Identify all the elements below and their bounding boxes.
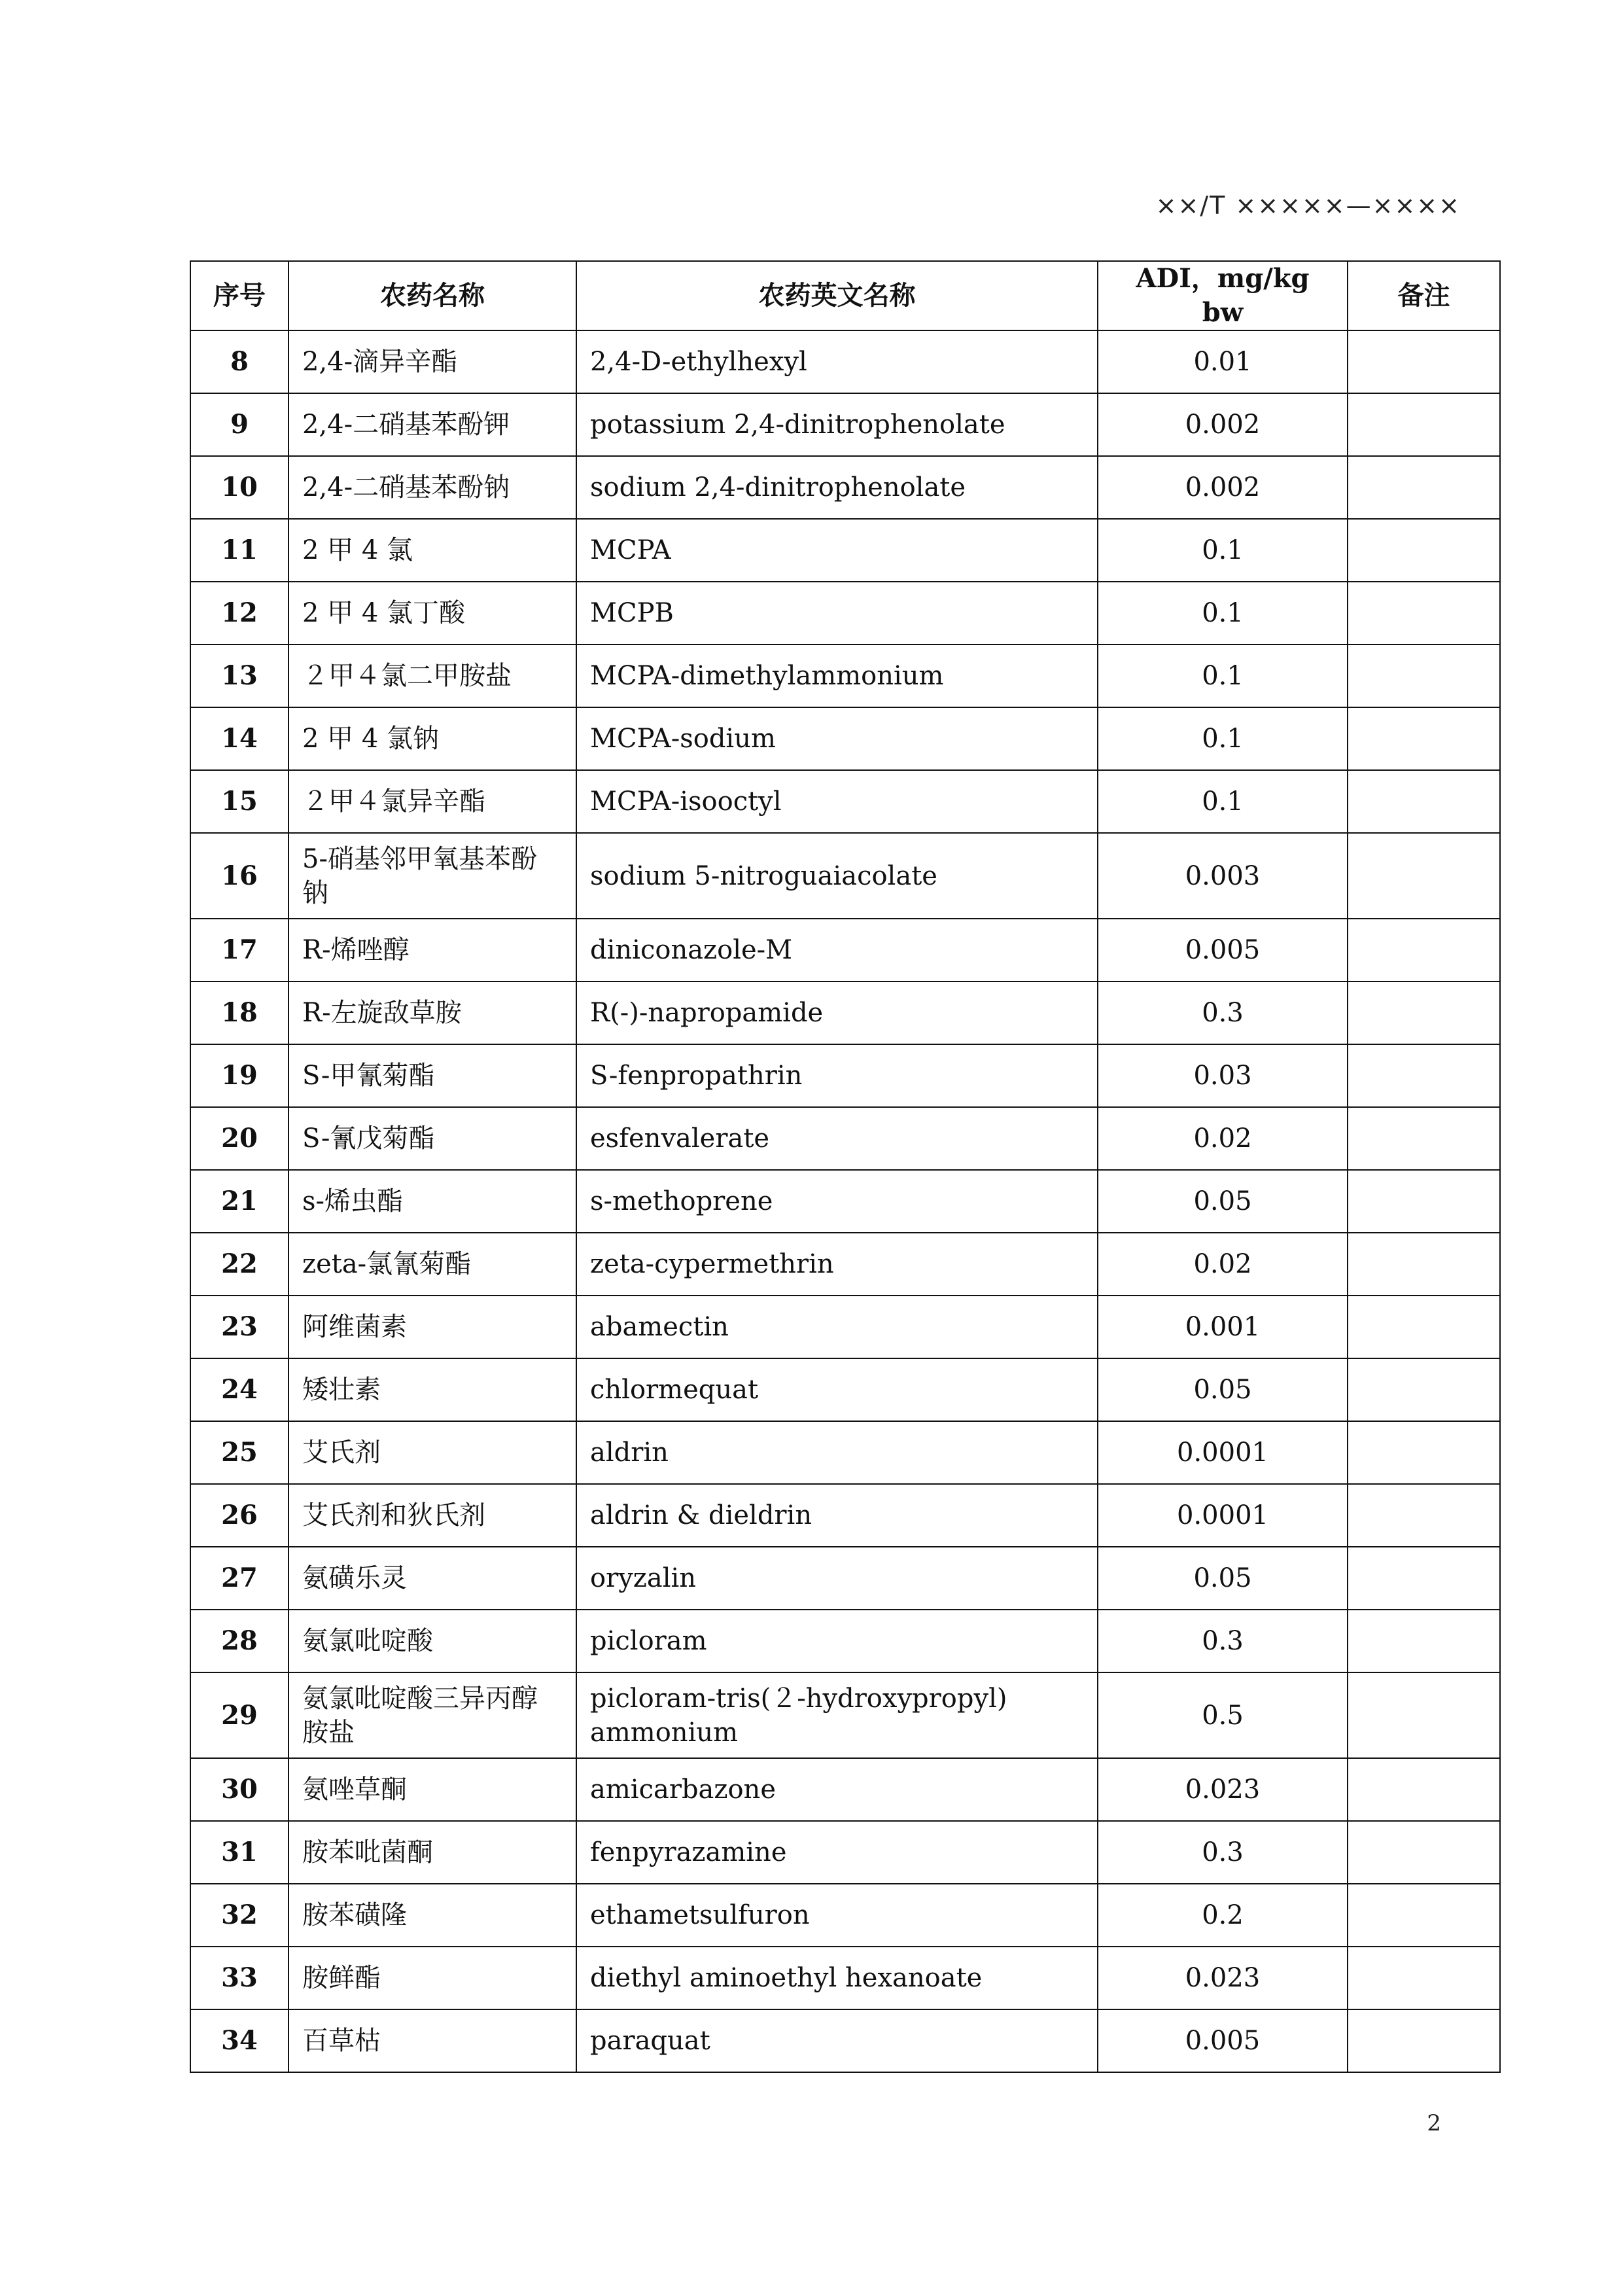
cell-adi-value: 0.1 [1098, 707, 1348, 770]
table-row [190, 919, 1500, 981]
cell-pesticide-name: 矮壮素 [288, 1358, 576, 1421]
table-row [190, 1107, 1500, 1170]
cell-adi-value: 0.002 [1098, 393, 1348, 456]
cell-pesticide-name: 2,4-滴异辛酯 [288, 330, 576, 393]
cell-pesticide-name: 2 甲 4 氯丁酸 [288, 582, 576, 645]
table-body [190, 330, 1500, 2072]
cell-adi-value: 0.002 [1098, 456, 1348, 519]
table-header-row [190, 261, 1500, 330]
cell-pesticide-name: s-烯虫酯 [288, 1170, 576, 1233]
cell-english-name: MCPA [576, 519, 1098, 582]
cell-serial-number: 24 [190, 1358, 288, 1421]
table-row [190, 1547, 1500, 1610]
cell-pesticide-name: R-左旋敌草胺 [288, 981, 576, 1044]
table-row [190, 1610, 1500, 1672]
cell-remarks [1348, 1044, 1500, 1107]
cell-pesticide-name: 2,4-二硝基苯酚钾 [288, 393, 576, 456]
header-adi: ADI，mg/kg bw [1098, 261, 1348, 330]
cell-adi-value: 0.3 [1098, 981, 1348, 1044]
cell-serial-number: 34 [190, 2009, 288, 2072]
cell-english-name: zeta-cypermethrin [576, 1233, 1098, 1296]
table-row [190, 519, 1500, 582]
cell-remarks [1348, 645, 1500, 707]
cell-adi-value: 0.023 [1098, 1758, 1348, 1821]
cell-pesticide-name: 2,4-二硝基苯酚钠 [288, 456, 576, 519]
cell-remarks [1348, 707, 1500, 770]
cell-serial-number: 25 [190, 1421, 288, 1484]
cell-adi-value: 0.005 [1098, 919, 1348, 981]
table-row [190, 1484, 1500, 1547]
cell-adi-value: 0.2 [1098, 1884, 1348, 1947]
cell-serial-number: 11 [190, 519, 288, 582]
cell-english-name: chlormequat [576, 1358, 1098, 1421]
cell-adi-value: 0.3 [1098, 1610, 1348, 1672]
cell-pesticide-name: 5-硝基邻甲氧基苯酚钠 [288, 833, 576, 919]
cell-english-name: aldrin [576, 1421, 1098, 1484]
cell-serial-number: 16 [190, 833, 288, 919]
cell-adi-value: 0.05 [1098, 1547, 1348, 1610]
cell-english-name: esfenvalerate [576, 1107, 1098, 1170]
cell-remarks [1348, 1821, 1500, 1884]
cell-pesticide-name: 氨氯吡啶酸 [288, 1610, 576, 1672]
cell-pesticide-name: 胺鲜酯 [288, 1947, 576, 2009]
cell-adi-value: 0.02 [1098, 1233, 1348, 1296]
cell-remarks [1348, 330, 1500, 393]
table-row [190, 1233, 1500, 1296]
cell-remarks [1348, 1358, 1500, 1421]
cell-english-name: R(-)-napropamide [576, 981, 1098, 1044]
table-row [190, 770, 1500, 833]
pesticide-adi-table [190, 260, 1501, 2073]
cell-english-name: paraquat [576, 2009, 1098, 2072]
table-row [190, 981, 1500, 1044]
cell-pesticide-name: 艾氏剂 [288, 1421, 576, 1484]
cell-adi-value: 0.3 [1098, 1821, 1348, 1884]
cell-remarks [1348, 1547, 1500, 1610]
cell-pesticide-name: S-氰戊菊酯 [288, 1107, 576, 1170]
cell-adi-value: 0.1 [1098, 519, 1348, 582]
cell-serial-number: 10 [190, 456, 288, 519]
cell-remarks [1348, 833, 1500, 919]
table-row [190, 393, 1500, 456]
table-row [190, 1821, 1500, 1884]
cell-serial-number: 30 [190, 1758, 288, 1821]
table-row [190, 1947, 1500, 2009]
cell-serial-number: 20 [190, 1107, 288, 1170]
header-serial-number: 序号 [190, 261, 288, 330]
cell-serial-number: 14 [190, 707, 288, 770]
cell-adi-value: 0.0001 [1098, 1484, 1348, 1547]
cell-remarks [1348, 919, 1500, 981]
cell-adi-value: 0.0001 [1098, 1421, 1348, 1484]
cell-english-name: diethyl aminoethyl hexanoate [576, 1947, 1098, 2009]
cell-pesticide-name: 氨唑草酮 [288, 1758, 576, 1821]
table-row [190, 582, 1500, 645]
table-row [190, 1044, 1500, 1107]
cell-remarks [1348, 2009, 1500, 2072]
cell-adi-value: 0.05 [1098, 1170, 1348, 1233]
table-row [190, 330, 1500, 393]
cell-english-name: ethametsulfuron [576, 1884, 1098, 1947]
cell-serial-number: 17 [190, 919, 288, 981]
cell-remarks [1348, 582, 1500, 645]
cell-remarks [1348, 1107, 1500, 1170]
cell-remarks [1348, 1672, 1500, 1758]
cell-remarks [1348, 456, 1500, 519]
table-row [190, 2009, 1500, 2072]
cell-serial-number: 19 [190, 1044, 288, 1107]
cell-english-name: MCPA-dimethylammonium [576, 645, 1098, 707]
cell-english-name: sodium 5-nitroguaiacolate [576, 833, 1098, 919]
header-pesticide-name: 农药名称 [288, 261, 576, 330]
cell-english-name: sodium 2,4-dinitrophenolate [576, 456, 1098, 519]
cell-adi-value: 0.02 [1098, 1107, 1348, 1170]
cell-pesticide-name: 氨氯吡啶酸三异丙醇胺盐 [288, 1672, 576, 1758]
cell-english-name: MCPA-isooctyl [576, 770, 1098, 833]
cell-adi-value: 0.05 [1098, 1358, 1348, 1421]
cell-english-name: potassium 2,4-dinitrophenolate [576, 393, 1098, 456]
cell-pesticide-name: ２甲４氯二甲胺盐 [288, 645, 576, 707]
cell-serial-number: 12 [190, 582, 288, 645]
cell-remarks [1348, 981, 1500, 1044]
cell-serial-number: 9 [190, 393, 288, 456]
cell-serial-number: 15 [190, 770, 288, 833]
cell-adi-value: 0.5 [1098, 1672, 1348, 1758]
cell-english-name: picloram-tris(２-hydroxypropyl) ammonium [576, 1672, 1098, 1758]
cell-adi-value: 0.1 [1098, 582, 1348, 645]
cell-adi-value: 0.023 [1098, 1947, 1348, 2009]
cell-english-name: s-methoprene [576, 1170, 1098, 1233]
cell-adi-value: 0.003 [1098, 833, 1348, 919]
cell-serial-number: 18 [190, 981, 288, 1044]
cell-english-name: picloram [576, 1610, 1098, 1672]
cell-remarks [1348, 1758, 1500, 1821]
cell-english-name: MCPA-sodium [576, 707, 1098, 770]
table-row [190, 1758, 1500, 1821]
cell-pesticide-name: 2 甲 4 氯钠 [288, 707, 576, 770]
cell-serial-number: 23 [190, 1296, 288, 1358]
cell-serial-number: 33 [190, 1947, 288, 2009]
cell-serial-number: 28 [190, 1610, 288, 1672]
cell-remarks [1348, 1884, 1500, 1947]
cell-english-name: MCPB [576, 582, 1098, 645]
cell-english-name: aldrin & dieldrin [576, 1484, 1098, 1547]
cell-adi-value: 0.01 [1098, 330, 1348, 393]
cell-remarks [1348, 1296, 1500, 1358]
cell-english-name: S-fenpropathrin [576, 1044, 1098, 1107]
cell-english-name: fenpyrazamine [576, 1821, 1098, 1884]
header-english-name: 农药英文名称 [576, 261, 1098, 330]
cell-adi-value: 0.005 [1098, 2009, 1348, 2072]
cell-pesticide-name: 阿维菌素 [288, 1296, 576, 1358]
cell-serial-number: 13 [190, 645, 288, 707]
cell-remarks [1348, 770, 1500, 833]
cell-pesticide-name: zeta-氯氰菊酯 [288, 1233, 576, 1296]
cell-serial-number: 22 [190, 1233, 288, 1296]
cell-pesticide-name: 艾氏剂和狄氏剂 [288, 1484, 576, 1547]
cell-english-name: amicarbazone [576, 1758, 1098, 1821]
cell-remarks [1348, 1947, 1500, 2009]
table-row [190, 1421, 1500, 1484]
cell-remarks [1348, 393, 1500, 456]
table-row [190, 1672, 1500, 1758]
table-row [190, 645, 1500, 707]
cell-pesticide-name: 胺苯磺隆 [288, 1884, 576, 1947]
cell-serial-number: 32 [190, 1884, 288, 1947]
cell-pesticide-name: 胺苯吡菌酮 [288, 1821, 576, 1884]
cell-remarks [1348, 1170, 1500, 1233]
cell-pesticide-name: S-甲氰菊酯 [288, 1044, 576, 1107]
cell-pesticide-name: 百草枯 [288, 2009, 576, 2072]
table-row [190, 707, 1500, 770]
cell-adi-value: 0.1 [1098, 645, 1348, 707]
cell-english-name: diniconazole-M [576, 919, 1098, 981]
table-row [190, 1358, 1500, 1421]
table-row [190, 1884, 1500, 1947]
cell-english-name: abamectin [576, 1296, 1098, 1358]
cell-serial-number: 21 [190, 1170, 288, 1233]
cell-adi-value: 0.1 [1098, 770, 1348, 833]
table-row [190, 833, 1500, 919]
cell-pesticide-name: R-烯唑醇 [288, 919, 576, 981]
page-number: 2 [1427, 2110, 1441, 2136]
header-remarks: 备注 [1348, 261, 1500, 330]
cell-serial-number: 26 [190, 1484, 288, 1547]
cell-adi-value: 0.03 [1098, 1044, 1348, 1107]
cell-pesticide-name: 氨磺乐灵 [288, 1547, 576, 1610]
table-row [190, 456, 1500, 519]
cell-serial-number: 31 [190, 1821, 288, 1884]
cell-adi-value: 0.001 [1098, 1296, 1348, 1358]
standard-code-header: ××/T ×××××—×××× [1155, 191, 1461, 220]
cell-remarks [1348, 519, 1500, 582]
cell-pesticide-name: 2 甲 4 氯 [288, 519, 576, 582]
cell-english-name: oryzalin [576, 1547, 1098, 1610]
cell-remarks [1348, 1233, 1500, 1296]
cell-remarks [1348, 1484, 1500, 1547]
cell-remarks [1348, 1421, 1500, 1484]
cell-serial-number: 27 [190, 1547, 288, 1610]
cell-serial-number: 8 [190, 330, 288, 393]
table-row [190, 1296, 1500, 1358]
cell-serial-number: 29 [190, 1672, 288, 1758]
cell-english-name: 2,4-D-ethylhexyl [576, 330, 1098, 393]
cell-pesticide-name: ２甲４氯异辛酯 [288, 770, 576, 833]
table-row [190, 1170, 1500, 1233]
cell-remarks [1348, 1610, 1500, 1672]
